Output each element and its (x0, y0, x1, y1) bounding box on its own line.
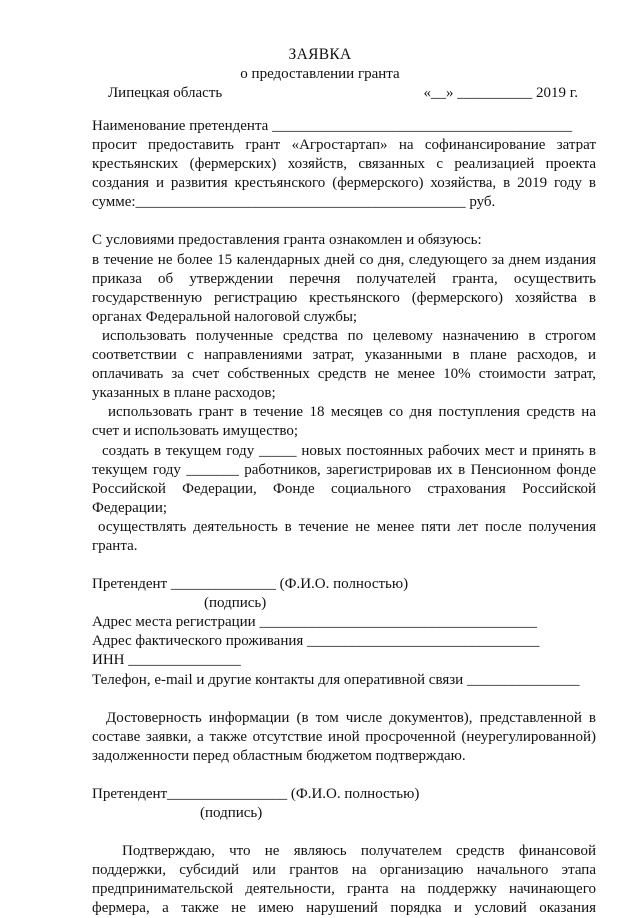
reliability-line: Достоверность информации (в том числе документов), представленной в (106, 709, 596, 726)
obligation-line: использовать грант в течение 18 месяцев со дня поступления средств на (108, 404, 596, 421)
obligation-line: указанных в плане расходов; (92, 385, 276, 402)
obligation-line: счет и использовать имущество; (92, 423, 299, 440)
obligation-line: создать в текущем году _____ новых постоянных рабочих мест и принять в (102, 442, 596, 459)
obligation-line: Федерации; (92, 499, 168, 516)
request-line: создания и развития крестьянского (фермерского) хозяйства, в 2019 году в (92, 175, 596, 192)
reliability-line: составе заявки, а также отсутствие иной просроченной (неурегулированной) (92, 728, 596, 745)
reliability-line: задолженности перед областным бюджетом подтверждаю. (92, 747, 466, 764)
obligation-line: приказа об утверждении перечня получателей гранта, осуществить (92, 270, 596, 287)
date-field: «__» __________ 2019 г. (423, 85, 578, 101)
obligation-line: использовать полученные средства по целевому назначению в строгом (102, 327, 596, 344)
signature-caption: (подпись) (200, 805, 263, 821)
region-label: Липецкая область (108, 85, 223, 101)
applicant-signature-line: Претендент ______________ (Ф.И.О. полностью) (92, 576, 409, 593)
obligation-line: Российской Федерации, Фонде социального страхования Российской (92, 480, 596, 497)
applicant-signature-line: Претендент________________ (Ф.И.О. полностью) (92, 785, 420, 802)
confirmation-line: Подтверждаю, что не являюсь получателем средств финансовой (122, 843, 596, 860)
spacer (92, 823, 596, 842)
request-line: просит предоставить грант «Агростартап» на софинансирование затрат (92, 137, 596, 154)
confirmation-line: поддержки, субсидий или грантов на организацию начального этапа (92, 862, 596, 879)
obligation-line: государственную регистрацию крестьянского (фермерского) хозяйства в (92, 289, 596, 306)
request-line: крестьянских (фермерских) хозяйств, связанных с реализацией проекта (92, 156, 596, 173)
obligation-line: текущем году _______ работников, зарегистрировав их в Пенсионном фонде (92, 461, 596, 478)
obligation-line: оплачивать за счет собственных средств не менее 10% стоимости затрат, (92, 366, 596, 383)
obligation-line: в течение не более 15 календарных дней со дня, следующего за днем издания (92, 251, 596, 268)
actual-address-line: Адрес фактического проживания _______________________________ (92, 633, 540, 650)
obligations-heading: С условиями предоставления гранта ознакомлен и обязуюсь: (92, 232, 482, 249)
inn-line: ИНН _______________ (92, 652, 241, 669)
spacer (92, 690, 596, 709)
signature-caption: (подпись) (204, 595, 267, 612)
confirmation-line: предпринимательской деятельности, гранта на поддержку начинающего (92, 881, 596, 898)
obligation-line: осуществлять деятельность в течение не менее пяти лет после получения (98, 518, 596, 535)
document-subtitle: о предоставлении гранта (240, 66, 400, 82)
request-line: сумме:____________________________________________ руб. (92, 194, 496, 211)
spacer (92, 766, 596, 785)
document-title: ЗАЯВКА (288, 46, 352, 63)
registration-address-line: Адрес места регистрации _____________________________________ (92, 614, 537, 631)
obligation-line: органах Федеральной налоговой службы; (92, 308, 358, 325)
confirmation-line: фермера, а также не имею нарушений порядка и условий оказания (92, 900, 596, 917)
obligation-line: гранта. (92, 537, 138, 554)
applicant-name-line: Наименование претендента ________________________________________ (92, 118, 573, 134)
obligation-line: соответствии с направлениями затрат, указанными в плане расходов, и (92, 347, 596, 364)
spacer (92, 212, 596, 231)
contacts-line: Телефон, e-mail и другие контакты для оперативной связи _______________ (92, 671, 580, 688)
document-body (92, 117, 596, 918)
spacer (92, 556, 596, 575)
